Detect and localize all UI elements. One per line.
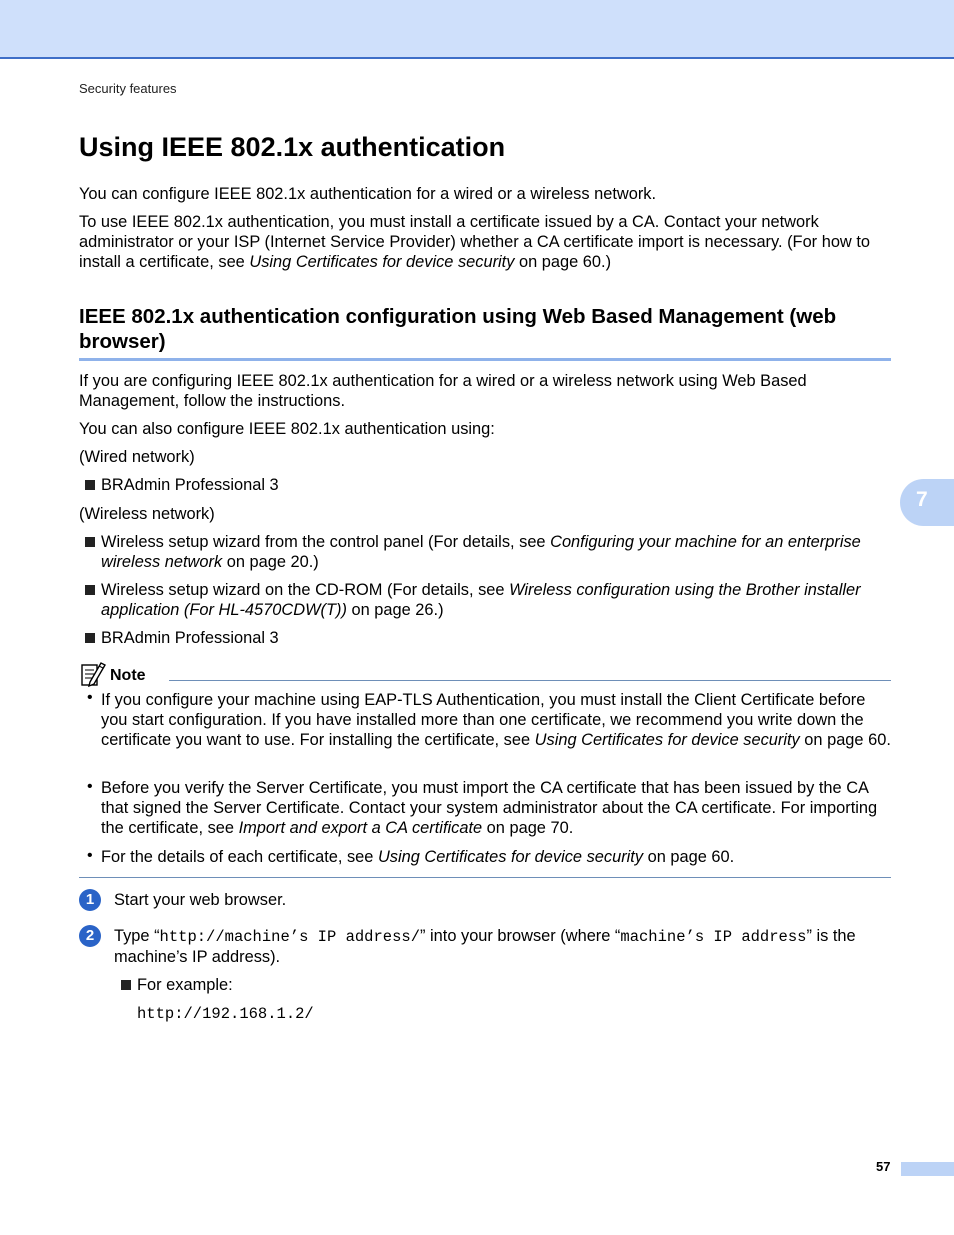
bullet-square-icon (85, 633, 95, 643)
example-url: http://192.168.1.2/ (137, 1005, 314, 1023)
note-label: Note (110, 667, 146, 684)
wireless-item (101, 532, 891, 572)
note-item (101, 847, 891, 867)
note-item-text: Before you verify the Server Certificate, you must import the CA certificate that has been issued by the CA that signed the Server Certificate. Contact your system administrator about the CA certificate. For importing the certificate, see (101, 779, 878, 837)
note-item-link[interactable]: Using Certificates for device security (377, 848, 644, 866)
step-text-part: ” is the machine’s IP address). (114, 927, 856, 966)
chapter-tab (900, 479, 954, 526)
wireless-item (101, 580, 891, 620)
wireless-item-text-after: on page 26.) (346, 601, 444, 619)
wireless-item-text: Wireless setup wizard on the CD-ROM (For details, see (101, 581, 510, 599)
note-item (101, 778, 891, 838)
page-header-bar (0, 0, 954, 59)
section-paragraph-2: You can also configure IEEE 802.1x authentication using: (79, 420, 495, 438)
bullet-square-icon (85, 537, 95, 547)
intro-paragraph-1: You can configure IEEE 802.1x authentication for a wired or a wireless network. (79, 185, 657, 203)
step-code: http://machine’s IP address/ (159, 928, 420, 946)
running-header: Security features (79, 81, 177, 96)
step-text-part: ” into your browser (where “ (420, 927, 621, 945)
intro2-text-after: on page 60.) (514, 253, 612, 271)
intro2-link[interactable]: Using Certificates for device security (249, 253, 515, 271)
intro-paragraph-2 (79, 212, 891, 272)
page-number-strip (901, 1162, 954, 1176)
note-end-divider (79, 877, 891, 878)
wireless-item: BRAdmin Professional 3 (101, 629, 279, 647)
bullet-square-icon (85, 585, 95, 595)
step-text-part: Type “ (114, 927, 160, 945)
note-bullet-icon: • (87, 847, 93, 864)
intro2-text: To use IEEE 802.1x authentication, you must install a certificate issued by a CA. Contact your network administrator or your ISP (Internet Service Provider) whether a CA certificate import is necessary. (For how to install a certificate, see (79, 213, 870, 271)
note-item-text-after: on page 60. (799, 731, 891, 749)
note-item-link[interactable]: Import and export a CA certificate (238, 819, 483, 837)
note-item-text: If you configure your machine using EAP-TLS Authentication, you must install the Client Certificate before you start configuration. If you have installed more than one certificate, we recommend you write down the certificate you want to use. For installing the certificate, see (101, 691, 866, 749)
note-divider (169, 680, 891, 681)
note-item (101, 690, 891, 750)
note-item-text: For the details of each certificate, see (101, 848, 378, 866)
wireless-label: (Wireless network) (79, 505, 215, 523)
note-pencil-icon (79, 660, 107, 688)
page-number: 57 (876, 1159, 891, 1174)
section-title: IEEE 802.1x authentication configuration using Web Based Management (web browser) (79, 304, 891, 361)
page-title: Using IEEE 802.1x authentication (79, 132, 506, 162)
note-bullet-icon: • (87, 689, 93, 706)
wired-label: (Wired network) (79, 448, 195, 466)
note-bullet-icon: • (87, 778, 93, 795)
wireless-item-link[interactable]: Wireless configuration using the Brother installer application (For HL-4570CDW(T)) (101, 581, 861, 619)
note-item-text-after: on page 60. (643, 848, 735, 866)
note-item-text-after: on page 70. (482, 819, 574, 837)
wired-item: BRAdmin Professional 3 (101, 476, 279, 494)
wireless-item-text: Wireless setup wizard from the control panel (For details, see (101, 533, 551, 551)
example-label: For example: (137, 976, 233, 994)
note-item-link[interactable]: Using Certificates for device security (534, 731, 800, 749)
bullet-square-icon (85, 480, 95, 490)
chapter-number: 7 (916, 488, 928, 511)
section-paragraph-1: If you are configuring IEEE 802.1x authentication for a wired or a wireless network using Web Based Management, follow the instructions. (79, 372, 807, 410)
note-header (79, 660, 891, 688)
wireless-item-link[interactable]: Configuring your machine for an enterprise wireless network (101, 533, 861, 571)
step-code: machine’s IP address (620, 928, 807, 946)
step-number-badge: 2 (79, 925, 101, 947)
wireless-item-text-after: on page 20.) (222, 553, 319, 571)
bullet-square-icon (121, 980, 131, 990)
step-number-badge: 1 (79, 889, 101, 911)
step-text: Start your web browser. (114, 891, 287, 909)
step-text (114, 926, 891, 967)
